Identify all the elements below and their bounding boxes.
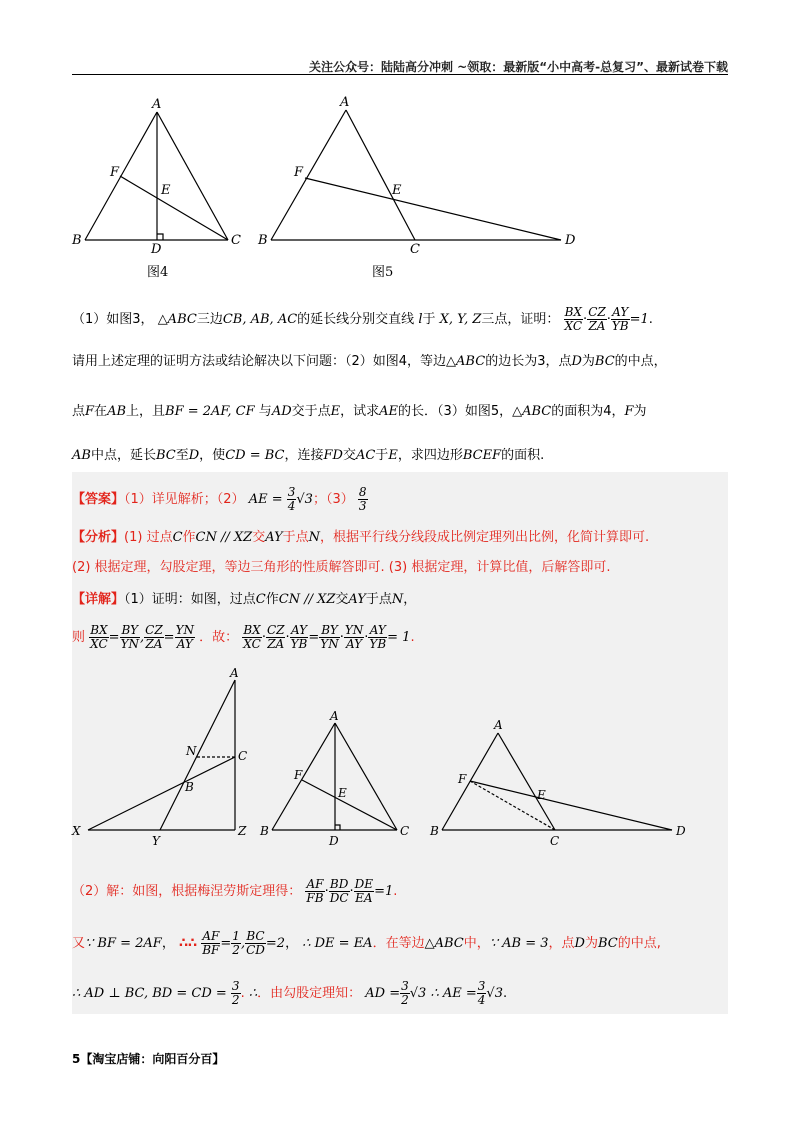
fig4-label-c: C [231,233,241,248]
sol-fig2-label-e: E [338,786,347,800]
solution-figures [0,665,800,865]
solution2-line-3: ∴ AD ⊥ BC, BD = CD = $\frac{3}{2}$ . ∴．由勾股定理知： AD = $\frac{3}{2}$ √3 ∴ AE = $\frac{3}{4}$ √3. [72,979,508,1007]
analysis-line-2: (2) 根据定理，勾股定理，等边三角形的性质解答即可. (3) 根据定理，计算比值，后解答即可. [72,560,611,575]
sol-fig3-label-c: C [550,834,560,848]
sol-fig2-label-b: B [260,824,269,838]
sol-fig2-label-d: D [329,834,339,848]
sol-fig3-label-f: F [458,772,467,786]
fig4-label-b: B [72,233,82,248]
fig5-label-a: A [340,95,350,110]
solution2-line-2: 又∵ BF = 2AF， ∴∴ $\frac{AF}{BF}$ = $\frac{1}{2}$ , $\frac{BC}{CD}$ =2， ∴ DE = EA．在等边△ABC中，∵ AB = 3，点D为BC的中点, [72,929,661,957]
sol-fig1-label-x: X [72,824,81,838]
solution-figure-2 [272,723,397,830]
solution2-line-1: （2）解：如图，根据梅涅劳斯定理得： $\frac{AF}{FB}$ · $\frac{BD}{DC}$ · $\frac{DE}{EA}$ =1. [72,877,398,905]
sol-fig1-label-a: A [230,666,239,680]
fig4-label-a: A [152,97,162,112]
problem-figures [0,0,800,290]
fig4-label-e: E [161,183,171,198]
fig4-caption: 图4 [147,265,169,280]
sol-fig3-label-b: B [430,824,439,838]
answer-line: 【答案】（1）详见解析；（2） AE = $\frac{3}{4}$ √3；（3） $\frac{8}{3}$ [72,485,367,513]
figure-5 [271,110,561,240]
problem-line-2: 请用上述定理的证明方法或结论解决以下问题：（2）如图4，等边△ABC的边长为3，点D为BC的中点， [72,354,667,369]
sol-fig1-label-z: Z [238,824,247,838]
fig5-label-e: E [392,183,402,198]
solution-figure-3 [442,733,672,830]
fig5-label-f: F [294,165,304,180]
page-footer: 5【淘宝店铺：向阳百分百】 [72,1052,225,1066]
page-header: 关注公众号：陆陆高分冲刺 ~领取：最新版“小中高考-总复习”、最新试卷下载 [309,60,728,74]
problem-line-4: AB中点，延长BC至D，使CD = BC，连接FD交AC于E，求四边形BCEF的面积. [72,448,545,463]
fig4-label-d: D [151,242,162,257]
fig4-label-f: F [110,165,120,180]
sol-fig1-label-c: C [238,749,248,763]
sol-fig1-label-b: B [185,780,194,794]
figure-4 [85,112,228,240]
analysis-line-1: 【分析】(1) 过点C作CN // XZ交AY于点N，根据平行线分线段成比例定理列出比例，化简计算即可. [72,530,650,545]
sol-fig1-label-y: Y [152,834,160,848]
fig5-label-b: B [258,233,268,248]
problem-line-1: （1）如图3， △ABC三边CB, AB, AC的延长线分别交直线 l于 X, Y, Z三点，证明： $\frac{BX}{XC}$ · $\frac{CZ}{ZA}$ · $\frac{AY}{YB}$ =1. [72,305,653,333]
detail-line-1: 【详解】（1）证明：如图，过点C作CN // XZ交AY于点N， [72,592,417,607]
problem-line-3: 点F在AB上，且BF = 2AF, CF 与AD交于点E，试求AE的长．（3）如图5，△ABC的面积为4，F为 [72,404,647,419]
fig5-label-c: C [410,242,420,257]
sol-fig3-label-e: E [537,788,546,802]
solution-figure-1 [88,680,235,830]
sol-fig2-label-c: C [400,824,410,838]
fig5-label-d: D [565,233,576,248]
fig5-caption: 图5 [372,265,394,280]
detail-line-2: 则 $\frac{BX}{XC}$ = $\frac{BY}{YN}$ , $\frac{CZ}{ZA}$ = $\frac{YN}{AY}$ ．故： $\frac{BX}{XC}$ · $\frac{CZ}{ZA}$ · $\frac{AY}{YB}$ = $\frac{BY}{YN}$ · $\frac{YN}{AY}$ · $\frac{AY}{YB}$ = 1. [72,623,415,651]
sol-fig3-label-a: A [494,718,503,732]
sol-fig1-label-n: N [186,744,197,758]
sol-fig2-label-a: A [330,709,339,723]
sol-fig3-label-d: D [676,824,686,838]
sol-fig2-label-f: F [294,768,303,782]
